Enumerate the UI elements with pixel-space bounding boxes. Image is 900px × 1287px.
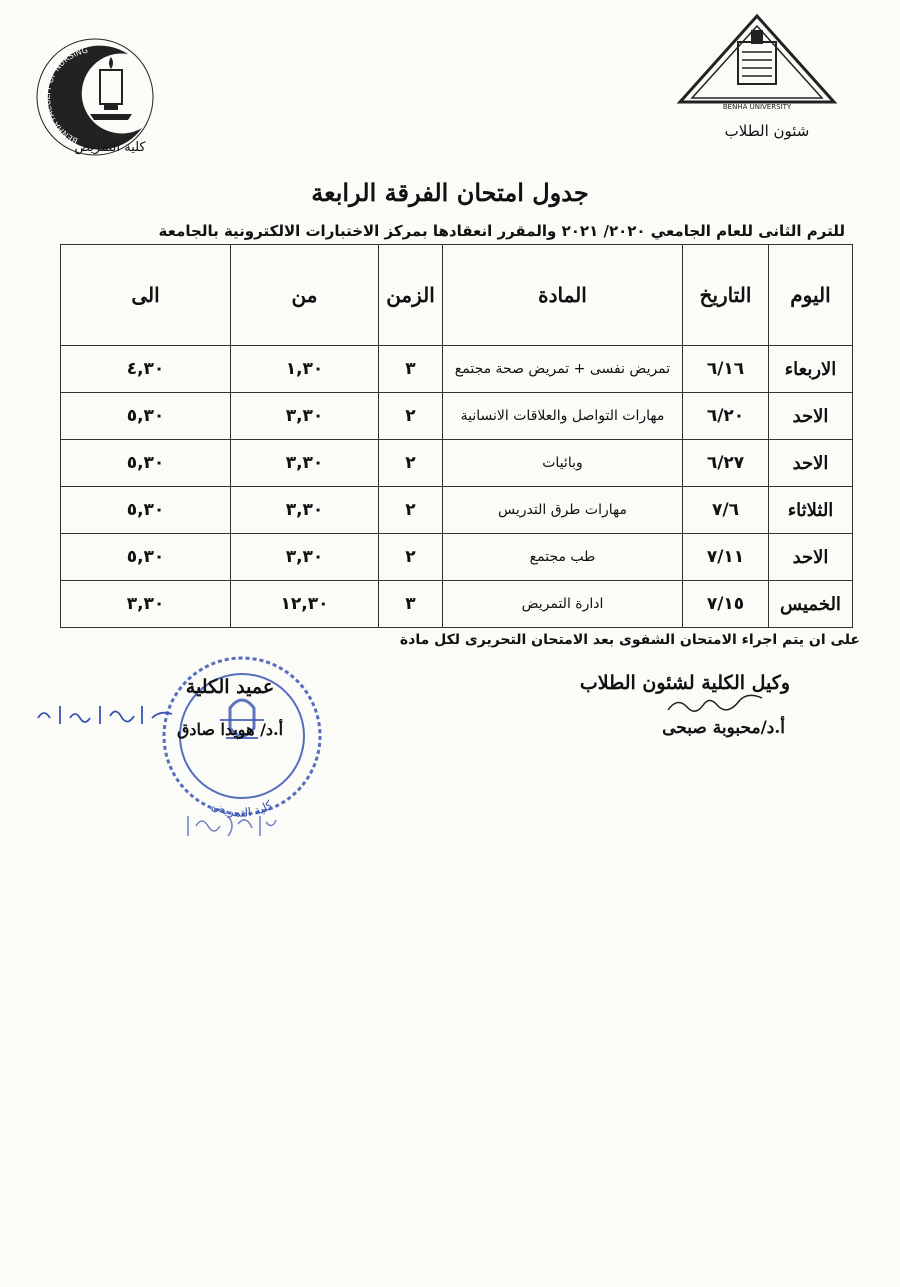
dean-title: عميد الكلية xyxy=(185,676,275,698)
cell-duration: ٢ xyxy=(379,440,443,487)
cell-duration: ٢ xyxy=(379,534,443,581)
handwritten-date-annotation xyxy=(30,692,180,732)
table-row xyxy=(61,346,853,393)
cell-from: ٣,٣٠ xyxy=(231,440,379,487)
table-header-row xyxy=(61,245,853,346)
cell-date: ٧/١١ xyxy=(683,534,769,581)
cell-date: ٧/٦ xyxy=(683,487,769,534)
document-title: جدول امتحان الفرقة الرابعة xyxy=(311,178,589,207)
cell-subject: تمريض نفسى + تمريض صحة مجتمع xyxy=(443,346,683,393)
exam-schedule-table xyxy=(60,244,853,628)
vice-dean-title: وكيل الكلية لشئون الطلاب xyxy=(579,672,790,694)
cell-to: ٣,٣٠ xyxy=(61,581,231,628)
cell-to: ٥,٣٠ xyxy=(61,534,231,581)
cell-to: ٥,٣٠ xyxy=(61,487,231,534)
cell-subject: طب مجتمع xyxy=(443,534,683,581)
header-subject: المادة xyxy=(443,245,683,346)
seal-text: كلية التمريض xyxy=(209,797,276,820)
table-row xyxy=(61,534,853,581)
cell-subject: مهارات طرق التدريس xyxy=(443,487,683,534)
benha-logo-text: BENHA UNIVERSITY xyxy=(722,103,792,111)
cell-subject: مهارات التواصل والعلاقات الانسانية xyxy=(443,393,683,440)
cell-duration: ٣ xyxy=(379,346,443,393)
cell-day: الاربعاء xyxy=(769,346,853,393)
cell-to: ٤,٣٠ xyxy=(61,346,231,393)
cell-day: الاحد xyxy=(769,440,853,487)
table-row xyxy=(61,581,853,628)
cell-subject: ادارة التمريض xyxy=(443,581,683,628)
header-from: من xyxy=(231,245,379,346)
cell-day: الاحد xyxy=(769,393,853,440)
header-date: التاريخ xyxy=(683,245,769,346)
header-to: الى xyxy=(61,245,231,346)
handwritten-number-annotation xyxy=(180,808,280,842)
table-row xyxy=(61,393,853,440)
cell-duration: ٣ xyxy=(379,581,443,628)
cell-to: ٥,٣٠ xyxy=(61,440,231,487)
cell-subject: وبائيات xyxy=(443,440,683,487)
student-affairs-label: شئون الطلاب xyxy=(724,122,810,140)
cell-date: ٦/٢٠ xyxy=(683,393,769,440)
cell-day: الاحد xyxy=(769,534,853,581)
cell-date: ٦/٢٧ xyxy=(683,440,769,487)
benha-university-logo xyxy=(676,12,838,112)
exam-note: على ان يتم اجراء الامتحان الشفوى بعد الامتحان التحريرى لكل مادة xyxy=(399,632,860,648)
vice-dean-handwritten-signature xyxy=(660,690,770,720)
cell-duration: ٢ xyxy=(379,393,443,440)
cell-date: ٧/١٥ xyxy=(683,581,769,628)
header-duration: الزمن xyxy=(379,245,443,346)
dean-name: أ.د/ هويدا صادق xyxy=(176,720,284,739)
cell-day: الثلاثاء xyxy=(769,487,853,534)
cell-day: الخميس xyxy=(769,581,853,628)
cell-from: ٣,٣٠ xyxy=(231,534,379,581)
cell-from: ١,٣٠ xyxy=(231,346,379,393)
header-day: اليوم xyxy=(769,245,853,346)
vice-dean-name: أ.د/محبوبة صبحى xyxy=(662,718,785,738)
cell-date: ٦/١٦ xyxy=(683,346,769,393)
cell-duration: ٢ xyxy=(379,487,443,534)
cell-to: ٥,٣٠ xyxy=(61,393,231,440)
document-subtitle: للترم الثانى للعام الجامعي ٢٠٢٠/ ٢٠٢١ والمقرر انعقادها بمركز الاختبارات الالكترونية بالجامعة xyxy=(158,222,845,240)
cell-from: ٣,٣٠ xyxy=(231,393,379,440)
cell-from: ١٢,٣٠ xyxy=(231,581,379,628)
cell-from: ٣,٣٠ xyxy=(231,487,379,534)
nursing-logo-ring-text: BENHA FACULTY OF NURSING xyxy=(42,45,89,146)
table-row xyxy=(61,487,853,534)
nursing-faculty-label: كلية التمريض xyxy=(74,140,146,155)
table-row xyxy=(61,440,853,487)
